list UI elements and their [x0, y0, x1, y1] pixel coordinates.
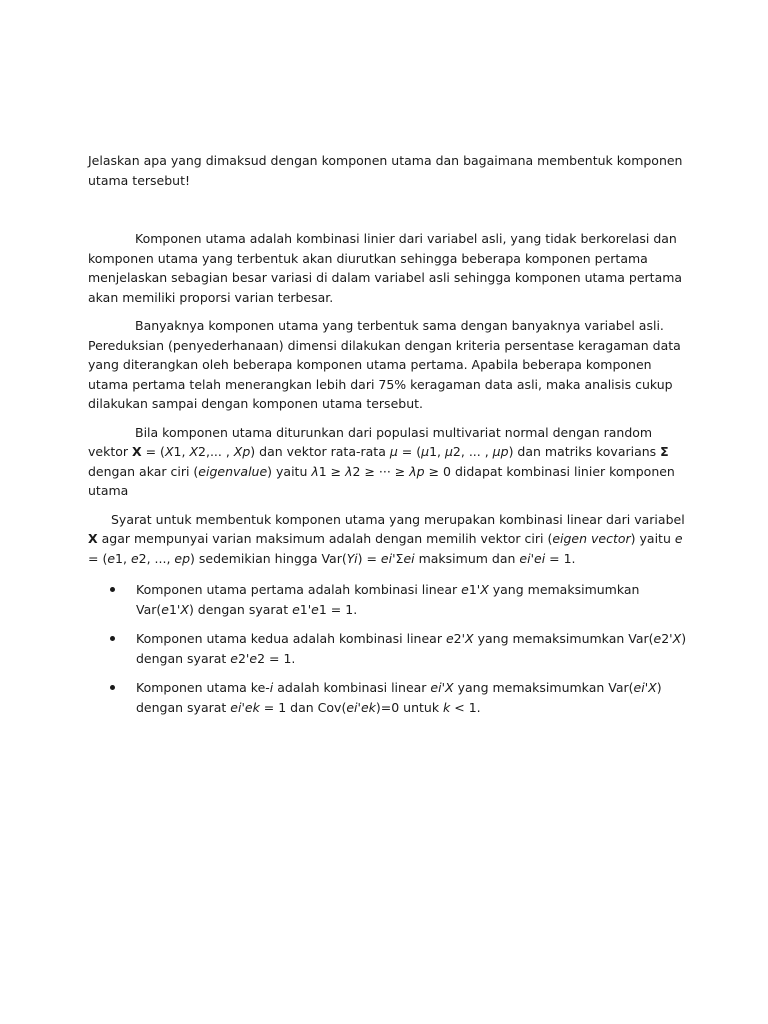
text: 2 = 1. — [257, 650, 296, 666]
list-item — [88, 580, 688, 619]
text: ) sedemikian hingga Var( — [190, 550, 347, 566]
var-x: X — [445, 680, 454, 695]
paragraph-definition: Komponen utama adalah kombinasi linier dari variabel asli, yang tidak berkorelasi dan komponen utama yang terbentuk akan diurutkan sehingga beberapa komponen pertama menjelaskan sebagian besar variasi di dalam variabel asli sehingga komponen utama pertama akan memiliki proporsi varian terbesar. — [88, 231, 683, 305]
var-ek: ek — [244, 699, 260, 715]
text: Komponen utama ke- — [136, 680, 270, 695]
bullet-icon — [110, 587, 115, 592]
var-e: e — [292, 601, 300, 617]
bullet-icon — [110, 685, 115, 690]
var-e: e — [445, 631, 454, 646]
var-x: X — [648, 680, 657, 695]
text: ) dengan syarat — [136, 680, 662, 715]
var-xp: Xp — [233, 444, 251, 459]
var-ei: ei — [534, 550, 546, 566]
var-ei: ei — [633, 680, 645, 695]
text: ) dan vektor rata-rata — [250, 444, 390, 459]
text: 2' — [661, 631, 673, 646]
bullet-icon — [110, 636, 115, 641]
var-e: e — [461, 582, 469, 597]
symbol-lambda: λ — [345, 463, 353, 479]
document-body — [88, 151, 688, 727]
var-e: e — [249, 650, 258, 666]
var-e: e — [230, 650, 238, 666]
text: 2 ≥ ··· ≥ — [352, 463, 410, 479]
text: ) yaitu — [630, 531, 675, 546]
var-e: e — [107, 550, 116, 566]
vector-x: X — [132, 444, 142, 459]
text: ' — [357, 699, 361, 715]
text: = ( — [88, 550, 108, 566]
var-e: e — [311, 601, 319, 617]
text: agar mempunyai varian maksimum adalah dengan memilih vektor ciri ( — [97, 531, 553, 546]
text: 1, — [429, 444, 445, 459]
var-ei: ei — [403, 550, 415, 566]
symbol-mu: μ — [389, 444, 398, 459]
list-item — [88, 629, 688, 668]
text: 2, ... , — [452, 444, 493, 459]
text: = ( — [141, 444, 165, 459]
text: 1' — [468, 582, 481, 597]
text: yang memaksimumkan Var( — [473, 631, 654, 646]
var-x: X — [465, 631, 474, 646]
text: ) yaitu — [267, 463, 312, 479]
text: Bila komponen utama diturunkan dari populasi multivariat normal dengan random vektor — [88, 424, 653, 459]
text: ' — [530, 550, 534, 566]
text: ) dengan syarat — [188, 601, 293, 617]
text: ) dengan syarat — [136, 631, 687, 666]
text: = ( — [397, 444, 422, 459]
var-ei: ei — [346, 699, 358, 715]
text: = 1. — [545, 550, 576, 566]
var-ek: ek — [360, 699, 376, 715]
symbol-lambda-p: λp — [409, 463, 425, 479]
symbol-mu: μ — [421, 444, 430, 459]
text: yang memaksimumkan Var( — [136, 582, 640, 617]
condition-list — [88, 580, 688, 717]
var-e: e — [674, 531, 683, 546]
text: ' — [441, 680, 446, 695]
var-x: X — [189, 444, 199, 459]
text: < 1. — [450, 699, 481, 715]
question-text: Jelaskan apa yang dimaksud dengan komponen utama dan bagaimana membentuk komponen utama tersebut! — [88, 153, 683, 188]
text: 2, ..., — [138, 550, 175, 566]
text: 'Σ — [392, 550, 404, 566]
var-k: k — [443, 699, 451, 715]
text: 1, — [173, 444, 190, 459]
list-item — [88, 678, 688, 717]
var-ei: ei — [519, 550, 531, 566]
text: Syarat untuk membentuk komponen utama yang merupakan kombinasi linear dari variabel — [111, 511, 685, 527]
text: maksimum dan — [414, 550, 520, 566]
text: 2,... , — [198, 444, 234, 459]
text: )=0 untuk — [375, 699, 444, 715]
symbol-mup: μp — [492, 444, 509, 459]
text: dengan akar ciri ( — [88, 463, 199, 479]
var-ei: ei — [230, 699, 242, 715]
var-x: X — [180, 601, 189, 617]
var-ei: ei — [380, 550, 393, 566]
symbol-sigma: Σ — [660, 444, 669, 459]
text: adalah kombinasi linear — [273, 680, 431, 695]
text: ' — [241, 699, 245, 715]
paragraph-reduction: Banyaknya komponen utama yang terbentuk sama dengan banyaknya variabel asli. Pereduksian (penyederhanaan) dimensi dilakukan dengan kriteria persentase keragaman data yang diterangkan oleh beberapa komponen utama pertama. Apabila beberapa komponen utama pertama telah menerangkan lebih dari 75% keragaman data asli, maka analisis cukup dilakukan sampai dengan komponen utama tersebut. — [88, 318, 681, 411]
text: 2' — [453, 631, 466, 646]
text: 2' — [237, 650, 250, 666]
var-x: X — [164, 444, 174, 459]
text: 1, — [115, 550, 131, 566]
text: 1' — [299, 601, 312, 617]
paragraph-conditions — [88, 510, 688, 569]
var-e: e — [130, 550, 139, 566]
text: Komponen utama pertama adalah kombinasi linear — [136, 582, 462, 597]
var-ei: ei — [430, 680, 442, 695]
var-ep: ep — [174, 550, 191, 566]
var-i: i — [269, 680, 274, 695]
text: = 1 dan Cov( — [259, 699, 347, 715]
symbol-mu: μ — [444, 444, 453, 459]
var-e: e — [161, 601, 169, 617]
vector-x: X — [88, 531, 98, 546]
text: 1 = 1. — [318, 601, 358, 617]
var-e: e — [653, 631, 662, 646]
text: yang memaksimumkan Var( — [453, 680, 634, 695]
term-eigen-vector: eigen vector — [552, 531, 631, 546]
text: ≥ 0 didapat kombinasi linier komponen utama — [88, 463, 675, 498]
term-eigenvalue: eigenvalue — [198, 463, 268, 479]
text: ) = — [357, 550, 381, 566]
var-yi: Yi — [346, 550, 358, 566]
text: ) dan matriks kovarians — [508, 444, 661, 459]
symbol-lambda: λ — [311, 463, 319, 479]
text: ' — [644, 680, 649, 695]
var-x: X — [672, 631, 682, 646]
paragraph-derivation — [88, 423, 688, 501]
var-x: X — [480, 582, 489, 597]
text: 1' — [168, 601, 181, 617]
text: 1 ≥ — [318, 463, 346, 479]
text: Komponen utama kedua adalah kombinasi linear — [136, 631, 446, 646]
